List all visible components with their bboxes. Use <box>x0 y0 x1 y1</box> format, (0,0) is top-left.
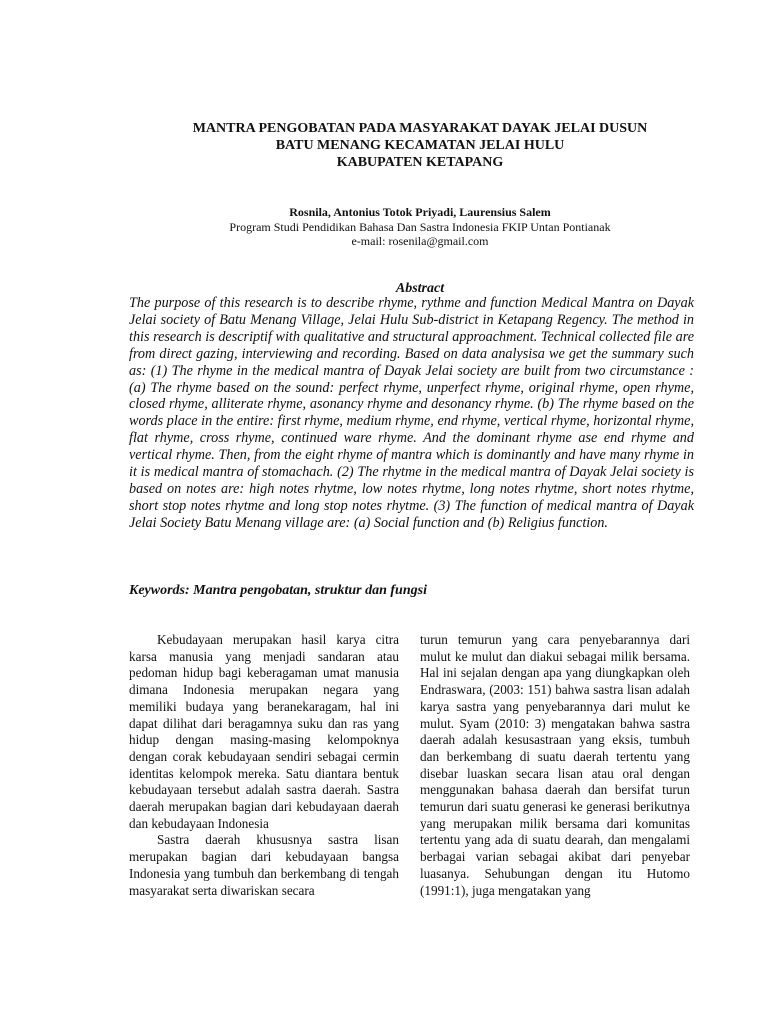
body-paragraph: Kebudayaan merupakan hasil karya citra karsa manusia yang menjadi sandaran atau pedoman hidup bagi keberagaman umat manusia dimana Indonesia merupakan negara yang memiliki budaya yang beranekaragam, hal ini dapat dilihat dari beragamnya suku dan ras yang hidup dengan masing-masing kelompoknya dengan corak kebudayaan sendiri sebagai cermin identitas kelompok mereka. Satu diantara bentuk kebudayaan tersebut adalah sastra daerah. Sastra daerah merupakan bagian dari kebudayaan daerah dan kebudayaan Indonesia <box>129 632 399 831</box>
title-line-2: BATU MENANG KECAMATAN JELAI HULU <box>275 138 565 153</box>
body-paragraph: Sastra daerah khususnya sastra lisan merupakan bagian dari kebudayaan bangsa Indonesia yang tumbuh dan berkembang di tengah masyarakat serta diwariskan secara <box>129 832 399 898</box>
author-list: Rosnila, Antonius Totok Priyadi, Laurensius Salem <box>289 205 551 219</box>
body-paragraph-continued: turun temurun yang cara penyebarannya dari mulut ke mulut dan diakui sebagai milik bersama. Hal ini sejalan dengan apa yang diungkapkan oleh Endraswara, (2003: 151) bahwa sastra lisan adalah karya sastra yang penyebarannya dari mulut ke mulut. Syam (2010: 3) mengatakan bahwa sastra daerah adalah kesusastraan yang eksis, tumbuh dan berkembang di suatu daerah tertentu yang disebar luaskan secara lisan atau oral dengan menggunakan bahasa daerah dan bersifat turun temurun dari suatu generasi ke generasi berikutnya yang merupakan milik bersama dari komunitas tertentu yang ada di suatu dearah, dan mengalami berbagai varian sebagai akibat dari penyebar luasanya. Sehubungan dengan itu Hutomo (1991:1), juga mengatakan yang <box>420 632 690 898</box>
abstract-heading: Abstract <box>395 281 445 296</box>
abstract-text: The purpose of this research is to describe rhyme, rythme and function Medical Mantra on Dayak Jelai society of Batu Menang Village, Jelai Hulu Sub-district in Ketapang Regency. The method in this research is descriptif with qualitative and structural approachment. Technical collected file are from direct gazing, interviewing and recording. Based on data analysisa we get the summary such as: (1) The rhyme in the medical mantra of Dayak Jelai society are built from two circumstance : (a) The rhyme based on the sound: perfect rhyme, unperfect rhyme, original rhyme, open rhyme, closed rhyme, alliterate rhyme, asonancy rhyme and desonancy rhyme. (b) The rhyme based on the words place in the entire: first rhyme, medium rhyme, end rhyme, vertical rhyme, horizontal rhyme, flat rhyme, cross rhyme, continued ware rhyme. And the dominant rhyme ase end rhyme and vertical rhyme. Then, from the eight rhyme of mantra which is dominantly and have many rhyme in it is medical mantra of stomachach. (2) The rhytme in the medical mantra of Dayak Jelai society is based on notes are: high notes rhytme, low notes rhytme, long notes rhytme, short notes rhytme, short stop notes rhytme and long stop notes rhytme. (3) The function of medical mantra of Dayak Jelai Society Batu Menang village are: (a) Social function and (b) Religius function. <box>129 295 694 531</box>
body-column-left <box>129 632 399 899</box>
keywords: Keywords: Mantra pengobatan, struktur dan fungsi <box>129 583 427 598</box>
body-column-right <box>420 632 690 899</box>
title-line-1: MANTRA PENGOBATAN PADA MASYARAKAT DAYAK JELAI DUSUN <box>192 121 648 136</box>
affiliation: Program Studi Pendidikan Bahasa Dan Sastra Indonesia FKIP Untan Pontianak <box>229 220 611 234</box>
contact-email: e-mail: rosenila@gmail.com <box>351 234 489 248</box>
paper-title <box>120 120 720 171</box>
title-line-3: KABUPATEN KETAPANG <box>336 155 504 170</box>
